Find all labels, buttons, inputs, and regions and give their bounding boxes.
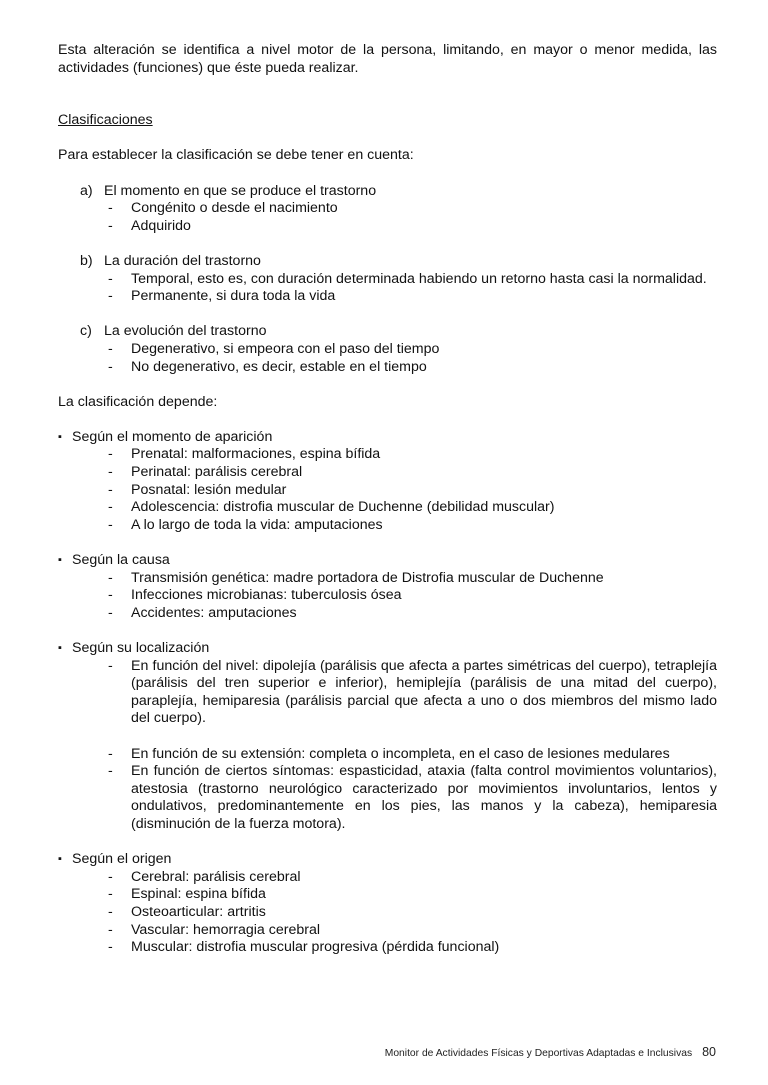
group-heading: ▪ Según su localización — [58, 640, 210, 656]
criterion-label: La duración del trastorno — [104, 252, 261, 269]
dash-marker: - — [108, 868, 113, 885]
list-marker: b) — [80, 252, 93, 269]
criterion-c — [58, 323, 717, 341]
dash-marker: - — [108, 358, 113, 375]
list-item: - En función de su extensión: completa o incompleta, en el caso de lesiones medulares — [108, 745, 670, 762]
dash-marker: - — [108, 604, 113, 621]
list-item: - Temporal, esto es, con duración determinada habiendo un retorno hasta casi la normalidad. — [108, 270, 707, 287]
dash-marker: - — [108, 939, 113, 956]
footer-title: Monitor de Actividades Físicas y Deportivas Adaptadas e Inclusivas — [384, 1048, 693, 1059]
dash-marker: - — [108, 481, 113, 498]
list-item: - A lo largo de toda la vida: amputaciones — [108, 516, 383, 533]
dash-marker: - — [108, 745, 113, 762]
list-item: - Infecciones microbianas: tuberculosis ósea — [108, 587, 402, 604]
depends-paragraph: La clasificación depende: — [58, 393, 218, 410]
list-item: - Degenerativo, si empeora con el paso del tiempo — [108, 340, 440, 357]
intro-paragraph: Esta alteración se identifica a nivel motor de la persona, limitando, en mayor o menor medida, las actividades (funciones) que éste pueda realizar. — [58, 42, 717, 76]
lead-paragraph: Para establecer la clasificación se debe tener en cuenta: — [58, 147, 414, 164]
list-item: - Osteoarticular: artritis — [108, 903, 266, 920]
criterion-b — [58, 253, 717, 271]
list-item: - Cerebral: parálisis cerebral — [108, 868, 301, 885]
dash-marker: - — [108, 886, 113, 903]
square-bullet-icon: ▪ — [58, 853, 62, 866]
dash-marker: - — [108, 464, 113, 481]
dash-marker: - — [108, 903, 113, 920]
dash-marker: - — [108, 499, 113, 516]
document-page — [58, 42, 717, 957]
list-marker: c) — [80, 323, 92, 340]
group-heading: ▪ Según el momento de aparición — [58, 428, 273, 445]
list-item: - Adolescencia: distrofia muscular de Duchenne (debilidad muscular) — [108, 499, 555, 516]
group-heading: ▪ Según la causa — [58, 552, 170, 569]
square-bullet-icon: ▪ — [58, 430, 62, 443]
list-item: - En función del nivel: dipolejía (parálisis que afecta a partes simétricas del cuerpo), tetraplejía (parálisis del tren superior e inferior), hemiplejía (parálisis de una mitad del cuerpo), paraplejía, hemiparesia (parálisis parcial que afecta a uno o dos miembros del mismo lado del cuerpo). — [108, 657, 717, 727]
dash-marker: - — [108, 340, 113, 357]
list-marker: a) — [80, 182, 93, 199]
square-bullet-icon: ▪ — [58, 642, 62, 654]
dash-marker: - — [108, 270, 113, 287]
section-heading: Clasificaciones — [58, 112, 153, 129]
list-item: - Accidentes: amputaciones — [108, 604, 297, 621]
dash-marker: - — [108, 217, 113, 234]
page-footer — [385, 1045, 716, 1059]
dash-marker: - — [108, 569, 113, 586]
list-item: - Prenatal: malformaciones, espina bífida — [108, 446, 381, 463]
list-item: - En función de ciertos síntomas: espasticidad, ataxia (falta control movimientos voluntarios), atestosia (trastorno neurológico caracterizado por movimientos involuntarios, lentos y ondulativos, predominantemente en los pies, las manos y la cabeza), hemiparesia (disminución de la fuerza motora). — [108, 763, 717, 832]
list-item: - Perinatal: parálisis cerebral — [108, 464, 303, 481]
dash-marker: - — [108, 657, 113, 674]
dash-marker: - — [108, 200, 113, 217]
criterion-label: La evolución del trastorno — [104, 323, 267, 340]
page-number: 80 — [702, 1045, 716, 1059]
criterion-a — [58, 183, 717, 201]
list-item: - Transmisión genética: madre portadora de Distrofia muscular de Duchenne — [108, 569, 604, 586]
list-item: - Muscular: distrofia muscular progresiva (pérdida funcional) — [108, 939, 500, 956]
dash-marker: - — [108, 516, 113, 533]
group-heading: ▪ Según el origen — [58, 851, 172, 868]
list-item: - Vascular: hemorragia cerebral — [108, 921, 320, 938]
list-item: - Espinal: espina bífida — [108, 886, 266, 903]
list-item: - Posnatal: lesión medular — [108, 481, 287, 498]
list-item: - Adquirido — [108, 217, 191, 234]
dash-marker: - — [108, 763, 113, 780]
dash-marker: - — [108, 446, 113, 463]
square-bullet-icon: ▪ — [58, 554, 62, 567]
dash-marker: - — [108, 921, 113, 938]
list-item: - Congénito o desde el nacimiento — [108, 200, 338, 217]
list-item: - Permanente, si dura toda la vida — [108, 288, 336, 305]
criterion-label: El momento en que se produce el trastorno — [104, 182, 377, 199]
dash-marker: - — [108, 587, 113, 604]
dash-marker: - — [108, 288, 113, 305]
list-item: - No degenerativo, es decir, estable en el tiempo — [108, 358, 427, 375]
